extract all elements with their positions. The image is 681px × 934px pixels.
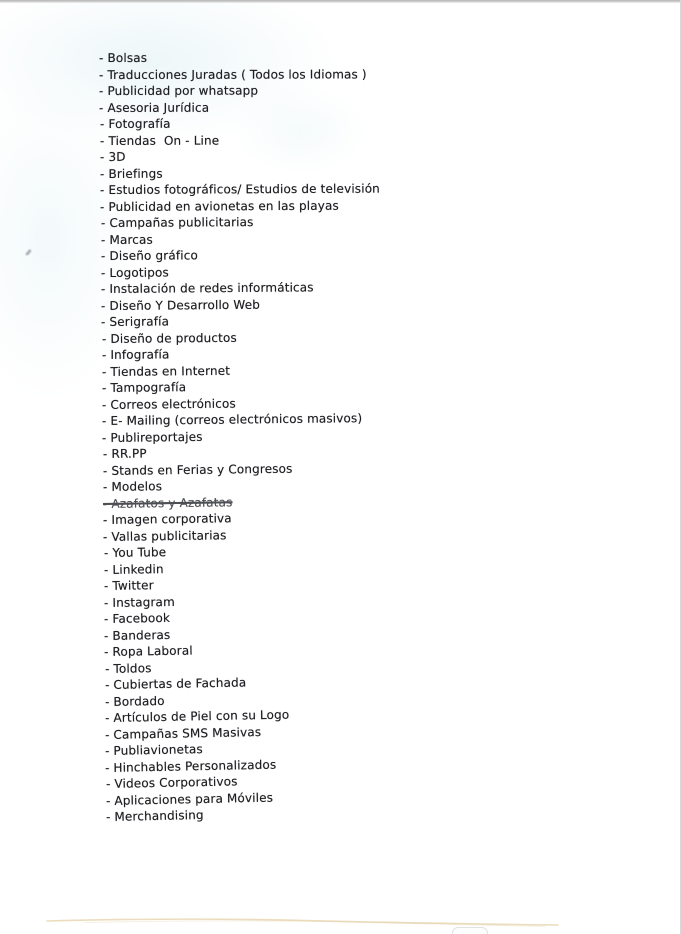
list-bullet: - bbox=[103, 512, 112, 527]
list-item-text: Instagram bbox=[112, 594, 175, 610]
list-bullet: - bbox=[102, 479, 112, 494]
list-item-text: 3D bbox=[108, 149, 126, 164]
list-item-text: Bordado bbox=[113, 693, 165, 709]
list-item-text: Facebook bbox=[112, 610, 171, 626]
list-item-text: Stands en Ferias y Congresos bbox=[111, 461, 293, 478]
list-item-text: Publiavionetas bbox=[113, 742, 204, 758]
list-item bbox=[100, 180, 559, 199]
list-bullet: - bbox=[102, 413, 111, 428]
list-item-text: Diseño gráfico bbox=[109, 248, 198, 263]
list-bullet: - bbox=[101, 314, 110, 329]
list-item-text: Correos electrónicos bbox=[110, 396, 237, 412]
list-bullet: - bbox=[101, 281, 110, 296]
list-bullet: - bbox=[99, 67, 108, 82]
list-item-text: Linkedin bbox=[111, 561, 164, 577]
list-item-text: Diseño Y Desarrollo Web bbox=[109, 297, 261, 313]
list-bullet: - bbox=[101, 331, 111, 346]
list-bullet: - bbox=[99, 83, 108, 98]
list-item-text: Banderas bbox=[112, 627, 171, 643]
list-item-text: Fotografía bbox=[108, 116, 171, 131]
list-bullet: - bbox=[105, 743, 114, 758]
list-item-text: Tiendas On - Line bbox=[108, 133, 220, 148]
list-bullet: - bbox=[103, 545, 113, 560]
list-bullet: - bbox=[104, 694, 114, 709]
list-bullet: - bbox=[101, 347, 111, 362]
list-bullet: - bbox=[103, 529, 112, 544]
list-item-text: Cubiertas de Fachada bbox=[113, 675, 247, 692]
list-item bbox=[99, 49, 559, 66]
list-bullet: - bbox=[99, 133, 109, 148]
list-item bbox=[100, 114, 559, 132]
list-item-text: Azafatos y Azafatas bbox=[111, 494, 233, 511]
list-item-text: Imagen corporativa bbox=[111, 511, 233, 527]
list-item-text: E- Mailing (correos electrónicos masivos) bbox=[110, 411, 363, 428]
list-item-text: Bolsas bbox=[107, 50, 148, 65]
list-item-text: Instalación de redes informáticas bbox=[109, 280, 314, 296]
list-bullet: - bbox=[104, 628, 113, 643]
list-item-text: Diseño de productos bbox=[109, 330, 237, 346]
scan-artifact-tab bbox=[452, 927, 488, 934]
list-bullet: - bbox=[102, 463, 112, 478]
list-item-text: Briefings bbox=[108, 166, 163, 181]
list-item-text: Traducciones Juradas ( Todos los Idiomas ) bbox=[107, 66, 367, 82]
list-bullet: - bbox=[105, 776, 115, 791]
list-item-text: Ropa Laboral bbox=[112, 643, 194, 659]
list-bullet: - bbox=[104, 661, 114, 676]
list-item bbox=[99, 98, 559, 116]
list-item-text: Publireportajes bbox=[110, 429, 204, 445]
list-bullet: - bbox=[102, 430, 111, 445]
list-bullet: - bbox=[99, 149, 109, 164]
list-item-text: Serigrafía bbox=[109, 314, 170, 329]
list-bullet: - bbox=[100, 215, 109, 230]
list-bullet: - bbox=[103, 562, 113, 577]
list-bullet: - bbox=[100, 248, 110, 263]
list-item-text: Publicidad por whatsapp bbox=[107, 83, 259, 98]
list-item-text: Tiendas en Internet bbox=[110, 363, 230, 379]
list-item-text: Videos Corporativos bbox=[113, 774, 238, 791]
list-item-text: Campañas SMS Masivas bbox=[113, 724, 262, 742]
list-bullet: - bbox=[104, 644, 113, 659]
list-item bbox=[100, 147, 559, 165]
list-bullet: - bbox=[100, 166, 109, 181]
list-bullet: - bbox=[104, 677, 114, 692]
list-bullet: - bbox=[100, 232, 110, 247]
list-item-text: Merchandising bbox=[114, 807, 204, 824]
list-bullet: - bbox=[102, 496, 112, 511]
list-item-text: Aplicaciones para Móviles bbox=[114, 790, 274, 808]
list-item-text: Modelos bbox=[111, 479, 163, 494]
list-item-text: Marcas bbox=[109, 232, 153, 247]
list-item-text: Vallas publicitarias bbox=[111, 527, 227, 544]
list-bullet: - bbox=[99, 116, 109, 131]
list-item-text: Tampografía bbox=[110, 380, 187, 395]
margin-smudge-mark bbox=[25, 249, 32, 256]
list-item-text: RR.PP bbox=[110, 446, 147, 461]
list-bullet: - bbox=[99, 100, 108, 115]
list-item-text: Twitter bbox=[112, 578, 154, 593]
scan-top-edge bbox=[0, 0, 681, 3]
list-bullet: - bbox=[103, 611, 113, 626]
list-bullet: - bbox=[105, 809, 115, 824]
list-bullet: - bbox=[105, 760, 115, 775]
list-bullet: - bbox=[103, 595, 113, 610]
list-item-text: Logotipos bbox=[109, 265, 169, 280]
list-bullet: - bbox=[102, 397, 111, 412]
list-item-text: You Tube bbox=[111, 545, 166, 560]
list-item-text: Publicidad en avionetas en las playas bbox=[108, 198, 340, 214]
list-item bbox=[99, 82, 559, 100]
service-list bbox=[99, 50, 559, 826]
list-item-text: Artículos de Piel con su Logo bbox=[113, 707, 290, 725]
list-item-text: Infografía bbox=[110, 347, 170, 362]
list-item-text: Campañas publicitarias bbox=[108, 215, 254, 230]
list-bullet: - bbox=[100, 199, 109, 214]
list-bullet: - bbox=[102, 446, 112, 461]
list-bullet: - bbox=[100, 182, 109, 197]
list-bullet: - bbox=[104, 710, 114, 725]
list-bullet: - bbox=[98, 50, 108, 65]
list-bullet: - bbox=[101, 364, 111, 379]
list-item bbox=[100, 131, 559, 149]
list-bullet: - bbox=[105, 727, 114, 742]
list-item bbox=[99, 66, 559, 83]
list-bullet: - bbox=[100, 265, 110, 280]
list-bullet: - bbox=[101, 380, 111, 395]
list-bullet: - bbox=[101, 298, 110, 313]
list-item-text: Hinchables Personalizados bbox=[113, 757, 277, 775]
list-item-text: Asesoria Jurídica bbox=[107, 100, 210, 115]
list-item-text: Toldos bbox=[112, 660, 152, 676]
list-item-text: Estudios fotográficos/ Estudios de televisión bbox=[108, 181, 381, 197]
list-bullet: - bbox=[105, 793, 115, 808]
list-bullet: - bbox=[103, 578, 113, 593]
